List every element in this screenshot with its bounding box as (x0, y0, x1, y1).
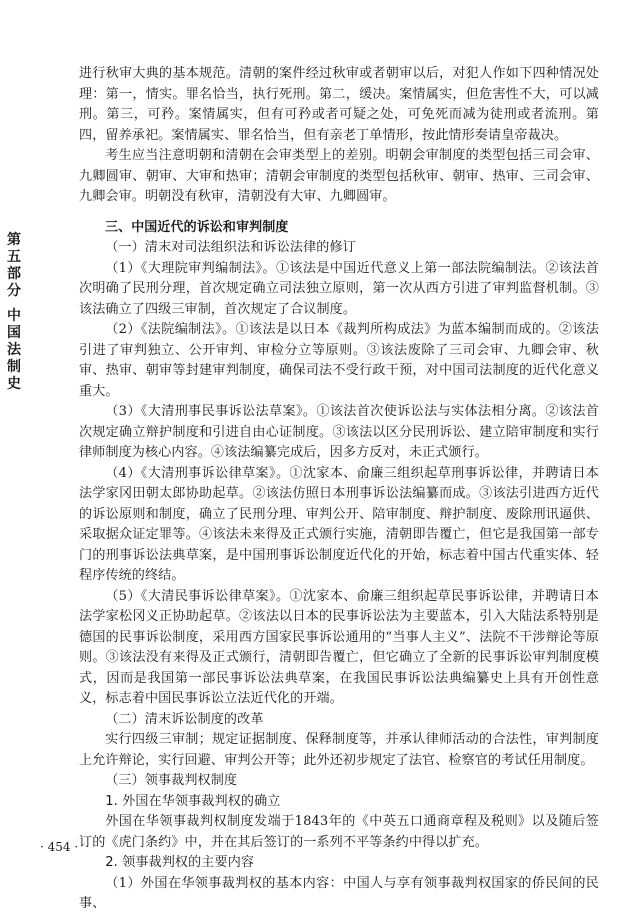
paragraph-civil-procedure-draft: （5）《大清民事诉讼律草案》。①沈家本、俞廉三组织起草民事诉讼律，并聘请日本法学家松冈义正协助起草。②该法以日本的民事诉讼法为主要蓝本，引入大陆法系特别是德国的民事诉讼制度，采用西方国家民事诉讼通用的“当事人主义”、法院不干涉辩论等原则。③该法没有来得及正式颁行，清朝即告覆亡，但它确立了全新的民事诉讼审判制度模式，因而是我国第一部民事诉讼法典草案，在我国民事诉讼法典编纂史上具有开创性意义，标志着中国民事诉讼立法近代化的开端。 (79, 588, 599, 706)
body-text (79, 64, 599, 915)
section-heading: 三、中国近代的诉讼和审判制度 (105, 219, 289, 235)
paragraph-consular-origin: 外国在华领事裁判权制度发端于1843年的《中英五口通商章程及税则》以及随后签订的《虎门条约》中，并在其后签订的一系列不平等条约中得以扩充。 (79, 814, 599, 850)
paragraph-criminal-procedure-draft: （4）《大清刑事诉讼律草案》。①沈家本、俞廉三组织起草刑事诉讼律，并聘请日本法学家冈田朝太郎协助起草。②该法仿照日本刑事诉讼法编纂而成。③该法引进西方近代的诉讼原则和制度，确立了民刑分理、审判公开、陪审制度、辩护制度、废除刑讯逼供、采取据众证定罪等。④该法未来得及正式颁行实施，清朝即告覆亡，但它是我国第一部专门的刑事诉讼法典草案，是中国刑事诉讼制度近代化的开始，标志着中国古代重实体、轻程序传统的终结。 (79, 465, 599, 583)
paragraph-consular-content: （1）外国在华领事裁判权的基本内容：中国人与享有领事裁判权国家的侨民间的民事、 (79, 875, 599, 911)
paragraph-dali-yuan: （1）《大理院审判编制法》。①该法是中国近代意义上第一部法院编制法。②该法首次明确了民刑分理，首次规定确立司法独立原则，第一次从西方引进了审判监督机制。③该法确立了四级三审制，首次规定了合议制度。 (79, 260, 599, 317)
item-heading-2: 2. 领事裁判权的主要内容 (105, 855, 255, 870)
subsection-heading-2: （二）清末诉讼制度的改革 (105, 711, 264, 727)
paragraph-criminal-civil-draft: （3）《大清刑事民事诉讼法草案》。①该法首次使诉讼法与实体法相分离。②该法首次规定确立辩护制度和引进自由心证制度。③该法以区分民刑诉讼、建立陪审制度和实行律师制度为核心内容。④该法编纂完成后，因多方反对，未正式颁行。 (79, 404, 599, 460)
sidebar-part-label (6, 232, 22, 393)
subsection-heading-1: （一）清末对司法组织法和诉讼法律的修订 (105, 240, 356, 255)
paragraph-autumn-review: 进行秋审大典的基本规范。清朝的案件经过秋审或者朝审以后，对犯人作如下四种情况处理：第一，情实。罪名恰当，执行死刑。第二，缓决。案情属实，但危害性不大，可以减刑。第三，可矜。案情属实，但有可矜或者可疑之处，可免死而减为徒刑或者流刑。第四，留养承祀。案情属实、罪名恰当，但有亲老丁单情形，按此情形奏请皇帝裁决。 (79, 66, 599, 143)
item-heading-1: 1. 外国在华领事裁判权的确立 (105, 793, 281, 809)
paragraph-court-organization: （2）《法院编制法》。①该法是以日本《裁判所构成法》为蓝本编制而成的。②该法引进了审判独立、公开审判、审检分立等原则。③该法废除了三司会审、九卿会审、秋审、热审、朝审等封建审判制度，确保司法不受行政干预，对中国司法制度的近代化意义重大。 (79, 322, 599, 399)
subsection-heading-3: （三）领事裁判权制度 (105, 773, 238, 788)
sidebar-title: 中国法制史 (7, 308, 21, 392)
page-number: · 454 · (40, 840, 79, 854)
paragraph-review-types: 考生应当注意明朝和清朝在会审类型上的差别。明朝会审制度的类型包括三司会审、九卿圆审、朝审、大审和热审；清朝会审制度的类型包括秋审、朝审、热审、三司会审、九卿会审。明朝没有秋审，清朝没有大审、九卿圆审。 (79, 148, 599, 204)
sidebar-part: 第五部分 (7, 232, 21, 299)
paragraph-reform: 实行四级三审制；规定证据制度、保释制度等，并承认律师活动的合法性，审判制度上允许辩论，实行回避、审判公开等；此外还初步规定了法官、检察官的考试任用制度。 (79, 732, 599, 768)
